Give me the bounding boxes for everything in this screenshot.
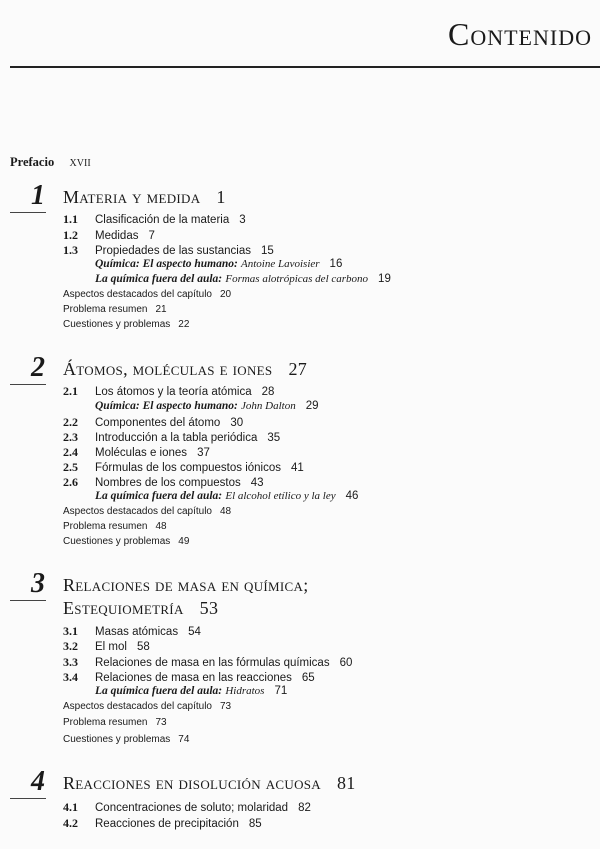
page-title: Contenido (448, 16, 592, 52)
section-title: Relaciones de masa en las reacciones (95, 672, 292, 684)
section-number: 2.2 (63, 415, 78, 429)
feature-entry[interactable] (95, 400, 319, 412)
section-number: 2.4 (63, 445, 78, 459)
section-entry[interactable] (63, 212, 246, 227)
chapter-page: 1 (216, 187, 226, 207)
preface-label: Prefacio (10, 155, 55, 169)
section-entry[interactable] (63, 816, 262, 831)
endmatter-entry[interactable] (63, 734, 189, 745)
chapter-rule (10, 798, 46, 799)
section-entry[interactable] (63, 228, 155, 243)
chapter-number: 3 (31, 568, 45, 599)
section-page: 7 (148, 230, 155, 242)
chapter-title[interactable] (63, 574, 309, 620)
endmatter-page: 48 (155, 521, 167, 532)
feature-label: La química fuera del aula: (95, 273, 223, 285)
endmatter-entry[interactable] (63, 701, 231, 712)
feature-entry[interactable] (95, 258, 342, 270)
section-number: 2.5 (63, 460, 78, 474)
section-page: 37 (197, 447, 210, 459)
section-page: 54 (188, 626, 201, 638)
feature-page: 19 (378, 273, 391, 285)
section-title: Propiedades de las sustancias (95, 245, 251, 257)
section-entry[interactable] (63, 475, 264, 490)
chapter-title-text: Materia y medida (63, 187, 201, 207)
feature-entry[interactable] (95, 490, 358, 502)
feature-label: Química: El aspecto humano: (95, 400, 238, 412)
section-title: Fórmulas de los compuestos iónicos (95, 462, 281, 474)
endmatter-entry[interactable] (63, 717, 167, 728)
section-page: 82 (298, 802, 311, 814)
chapter-title-text: Relaciones de masa en química; (63, 575, 309, 595)
chapter-number: 2 (31, 352, 45, 383)
section-number: 2.1 (63, 384, 78, 398)
section-page: 30 (230, 417, 244, 429)
endmatter-title: Aspectos destacados del capítulo (63, 506, 212, 517)
section-entry[interactable] (63, 800, 311, 815)
chapter-title[interactable] (63, 186, 226, 209)
chapter-title-text: Reacciones en disolución acuosa (63, 773, 321, 793)
section-page: 85 (248, 818, 262, 830)
section-number: 2.6 (63, 475, 78, 489)
chapter-rule (10, 384, 46, 385)
section-title: Masas atómicas (95, 626, 179, 638)
section-entry[interactable] (63, 445, 210, 460)
endmatter-title: Cuestiones y problemas (63, 536, 171, 547)
endmatter-page: 49 (178, 536, 190, 547)
endmatter-entry[interactable] (63, 319, 189, 330)
title-divider (10, 66, 600, 68)
section-title: Moléculas e iones (95, 447, 188, 459)
section-number: 4.2 (63, 816, 78, 830)
section-title: Nombres de los compuestos (95, 477, 241, 489)
feature-label: La química fuera del aula: (95, 685, 223, 697)
section-number: 3.4 (63, 670, 78, 684)
section-page: 58 (136, 641, 150, 653)
section-entry[interactable] (63, 639, 150, 654)
section-number: 3.1 (63, 624, 78, 638)
section-title: Concentraciones de soluto; molaridad (95, 802, 289, 814)
feature-entry[interactable] (95, 685, 287, 697)
chapter-title[interactable] (63, 772, 356, 795)
feature-label: Química: El aspecto humano: (95, 258, 238, 270)
section-entry[interactable] (63, 243, 274, 258)
chapter-page: 53 (199, 598, 219, 618)
feature-page: 46 (345, 490, 359, 502)
feature-label: La química fuera del aula: (95, 490, 223, 502)
section-entry[interactable] (63, 670, 315, 685)
section-number: 2.3 (63, 430, 78, 444)
section-number: 3.2 (63, 639, 78, 653)
section-page: 28 (261, 386, 275, 398)
section-number: 4.1 (63, 800, 78, 814)
endmatter-title: Problema resumen (63, 717, 148, 728)
section-page: 35 (267, 432, 281, 444)
endmatter-page: 73 (155, 717, 167, 728)
feature-entry[interactable] (95, 273, 391, 285)
feature-page: 16 (329, 258, 343, 270)
section-page: 3 (239, 214, 246, 226)
endmatter-page: 74 (178, 734, 190, 745)
chapter-title-text: Estequiometría (63, 598, 184, 618)
section-entry[interactable] (63, 415, 243, 430)
section-page: 60 (339, 657, 353, 669)
endmatter-title: Cuestiones y problemas (63, 319, 171, 330)
feature-title: John Dalton (241, 400, 296, 412)
endmatter-page: 73 (219, 701, 232, 712)
section-page: 15 (261, 245, 274, 257)
section-page: 65 (301, 672, 315, 684)
section-number: 1.2 (63, 228, 78, 242)
chapter-rule (10, 600, 46, 601)
preface-entry[interactable] (10, 155, 91, 170)
endmatter-entry[interactable] (63, 536, 189, 547)
section-entry[interactable] (63, 460, 304, 475)
endmatter-title: Aspectos destacados del capítulo (63, 701, 212, 712)
section-page: 41 (291, 462, 304, 474)
endmatter-page: 20 (219, 289, 232, 300)
chapter-number: 1 (31, 180, 45, 211)
section-title: Introducción a la tabla periódica (95, 432, 258, 444)
feature-title: El alcohol etílico y la ley (225, 490, 336, 502)
section-entry[interactable] (63, 384, 274, 399)
section-title: El mol (95, 641, 127, 653)
chapter-page: 81 (336, 773, 356, 793)
endmatter-title: Problema resumen (63, 521, 148, 532)
section-entry[interactable] (63, 624, 201, 639)
section-title: Medidas (95, 230, 139, 242)
section-number: 3.3 (63, 655, 78, 669)
section-number: 1.1 (63, 212, 78, 226)
section-title: Relaciones de masa en las fórmulas químicas (95, 657, 330, 669)
endmatter-title: Cuestiones y problemas (63, 734, 171, 745)
endmatter-title: Aspectos destacados del capítulo (63, 289, 212, 300)
preface-page: XVII (69, 158, 91, 169)
chapter-title-text: Átomos, moléculas e iones (63, 359, 273, 379)
endmatter-entry[interactable] (63, 289, 231, 300)
feature-title: Hidratos (225, 685, 265, 697)
endmatter-page: 21 (155, 304, 167, 315)
endmatter-page: 22 (178, 319, 190, 330)
endmatter-entry[interactable] (63, 304, 167, 315)
chapter-title[interactable] (63, 358, 307, 381)
feature-page: 71 (274, 685, 288, 697)
endmatter-entry[interactable] (63, 521, 167, 532)
section-entry[interactable] (63, 655, 352, 670)
endmatter-entry[interactable] (63, 506, 231, 517)
section-title: Los átomos y la teoría atómica (95, 386, 252, 398)
feature-page: 29 (305, 400, 319, 412)
feature-title: Formas alotrópicas del carbono (225, 273, 369, 285)
feature-title: Antoine Lavoisier (241, 258, 320, 270)
section-page: 43 (250, 477, 264, 489)
section-entry[interactable] (63, 430, 280, 445)
section-number: 1.3 (63, 243, 78, 257)
endmatter-page: 48 (219, 506, 232, 517)
endmatter-title: Problema resumen (63, 304, 148, 315)
section-title: Reacciones de precipitación (95, 818, 239, 830)
chapter-rule (10, 212, 46, 213)
chapter-page: 27 (288, 359, 308, 379)
section-title: Clasificación de la materia (95, 214, 230, 226)
section-title: Componentes del átomo (95, 417, 221, 429)
chapter-number: 4 (31, 766, 45, 797)
